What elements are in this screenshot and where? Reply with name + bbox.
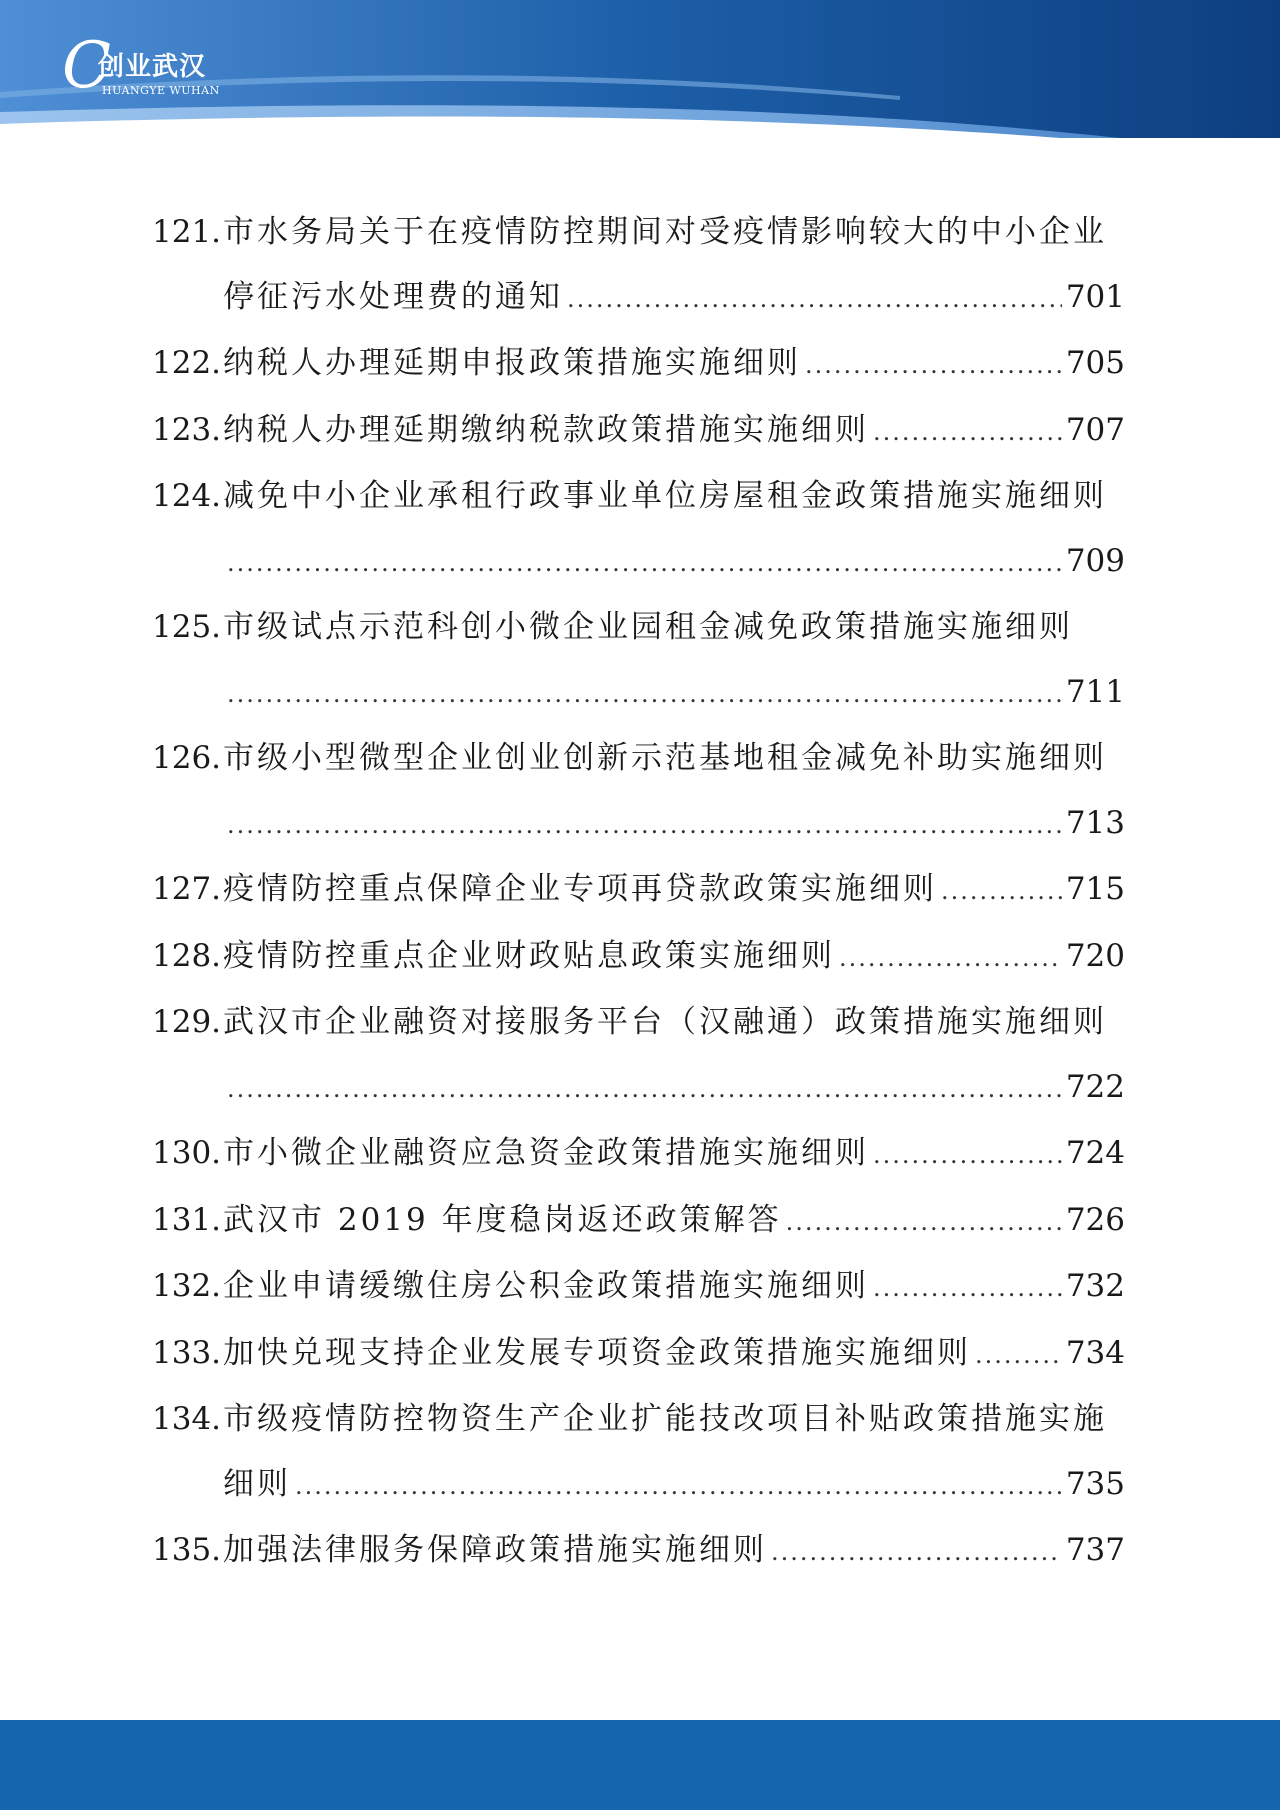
toc-entry xyxy=(152,1188,1125,1255)
entry-page: 737 xyxy=(1065,1532,1125,1568)
entry-title: 武汉市 2019 年度稳岗返还政策解答 xyxy=(223,1201,782,1238)
page-footer-band xyxy=(0,1720,1280,1810)
dot-leader xyxy=(227,531,1062,596)
toc-entry xyxy=(152,1518,1125,1585)
entry-number: 135. xyxy=(152,1532,222,1568)
toc-entry xyxy=(152,857,1125,924)
dot-leader xyxy=(227,1057,1062,1122)
dot-leader xyxy=(873,1256,1062,1321)
entry-title: 加强法律服务保障政策措施实施细则 xyxy=(223,1532,767,1568)
entry-title: 纳税人办理延期缴纳税款政策措施实施细则 xyxy=(223,411,869,448)
entry-title: 减免中小企业承租行政事业单位房屋租金政策措施实施细则 xyxy=(223,478,1107,514)
entry-number: 121. xyxy=(152,214,222,250)
entry-number: 125. xyxy=(152,609,222,645)
dot-leader xyxy=(873,400,1062,465)
entry-title: 疫情防控重点保障企业专项再贷款政策实施细则 xyxy=(223,871,937,907)
entry-page: 715 xyxy=(1065,871,1125,907)
entry-number: 127. xyxy=(152,871,222,907)
entry-title: 市小微企业融资应急资金政策措施实施细则 xyxy=(223,1135,869,1171)
entry-title: 武汉市企业融资对接服务平台（汉融通）政策措施实施细则 xyxy=(223,1004,1107,1040)
dot-leader xyxy=(771,1520,1062,1585)
toc-entry xyxy=(152,990,1125,1121)
entry-page: 726 xyxy=(1065,1201,1125,1238)
logo-initial: C xyxy=(62,29,111,103)
dot-leader xyxy=(786,1190,1062,1255)
entry-number: 133. xyxy=(152,1334,222,1371)
toc-entry xyxy=(152,924,1125,991)
entry-title: 纳税人办理延期申报政策措施实施细则 xyxy=(223,345,801,381)
logo-text: 创业武汉 xyxy=(98,52,207,82)
entry-page: 707 xyxy=(1065,411,1125,448)
entry-number: 122. xyxy=(152,345,222,381)
table-of-contents xyxy=(152,200,1125,1585)
entry-title-continued: 停征污水处理费的通知 xyxy=(223,278,563,315)
toc-entry xyxy=(152,200,1125,331)
entry-page: 732 xyxy=(1065,1268,1125,1304)
toc-entry xyxy=(152,464,1125,595)
entry-number: 129. xyxy=(152,1004,222,1040)
entry-title-continued: 细则 xyxy=(223,1465,291,1502)
entry-title: 企业申请缓缴住房公积金政策措施实施细则 xyxy=(223,1268,869,1304)
entry-page: 701 xyxy=(1065,278,1125,315)
entry-page: 722 xyxy=(1065,1068,1125,1105)
entry-page: 735 xyxy=(1065,1465,1125,1502)
entry-page: 734 xyxy=(1065,1334,1125,1371)
toc-entry xyxy=(152,1321,1125,1388)
entry-number: 132. xyxy=(152,1268,222,1304)
entry-number: 134. xyxy=(152,1401,222,1437)
dot-leader xyxy=(805,333,1062,398)
entry-number: 126. xyxy=(152,740,222,776)
entry-title: 市级试点示范科创小微企业园租金减免政策措施实施细则 xyxy=(223,609,1073,645)
dot-leader xyxy=(227,793,1062,858)
page-header xyxy=(0,0,1280,140)
toc-entry xyxy=(152,331,1125,398)
entry-page: 720 xyxy=(1065,937,1125,974)
dot-leader xyxy=(227,662,1062,727)
entry-page: 711 xyxy=(1065,673,1125,710)
entry-page: 713 xyxy=(1065,804,1125,841)
logo-subtext: HUANGYE WUHAN xyxy=(102,84,220,97)
entry-number: 123. xyxy=(152,411,222,448)
entry-title: 市级小型微型企业创业创新示范基地租金减免补助实施细则 xyxy=(223,740,1107,776)
toc-entry xyxy=(152,595,1125,726)
toc-entry xyxy=(152,398,1125,465)
entry-title: 加快兑现支持企业发展专项资金政策措施实施细则 xyxy=(223,1334,971,1371)
dot-leader xyxy=(839,926,1062,991)
toc-entry xyxy=(152,1121,1125,1188)
entry-number: 131. xyxy=(152,1201,222,1238)
entry-page: 705 xyxy=(1065,345,1125,381)
entry-title: 市级疫情防控物资生产企业扩能技改项目补贴政策措施实施 xyxy=(223,1401,1107,1437)
logo xyxy=(62,29,262,110)
dot-leader xyxy=(567,267,1062,332)
entry-page: 724 xyxy=(1065,1135,1125,1171)
dot-leader xyxy=(975,1323,1062,1388)
dot-leader xyxy=(941,859,1062,924)
entry-title: 市水务局关于在疫情防控期间对受疫情影响较大的中小企业 xyxy=(223,214,1107,250)
entry-number: 128. xyxy=(152,937,222,974)
toc-entry xyxy=(152,1387,1125,1518)
entry-page: 709 xyxy=(1065,542,1125,579)
entry-title: 疫情防控重点企业财政贴息政策实施细则 xyxy=(223,937,835,974)
dot-leader xyxy=(295,1454,1062,1519)
dot-leader xyxy=(873,1123,1062,1188)
entry-number: 130. xyxy=(152,1135,222,1171)
toc-entry xyxy=(152,1254,1125,1321)
entry-number: 124. xyxy=(152,478,222,514)
toc-entry xyxy=(152,726,1125,857)
